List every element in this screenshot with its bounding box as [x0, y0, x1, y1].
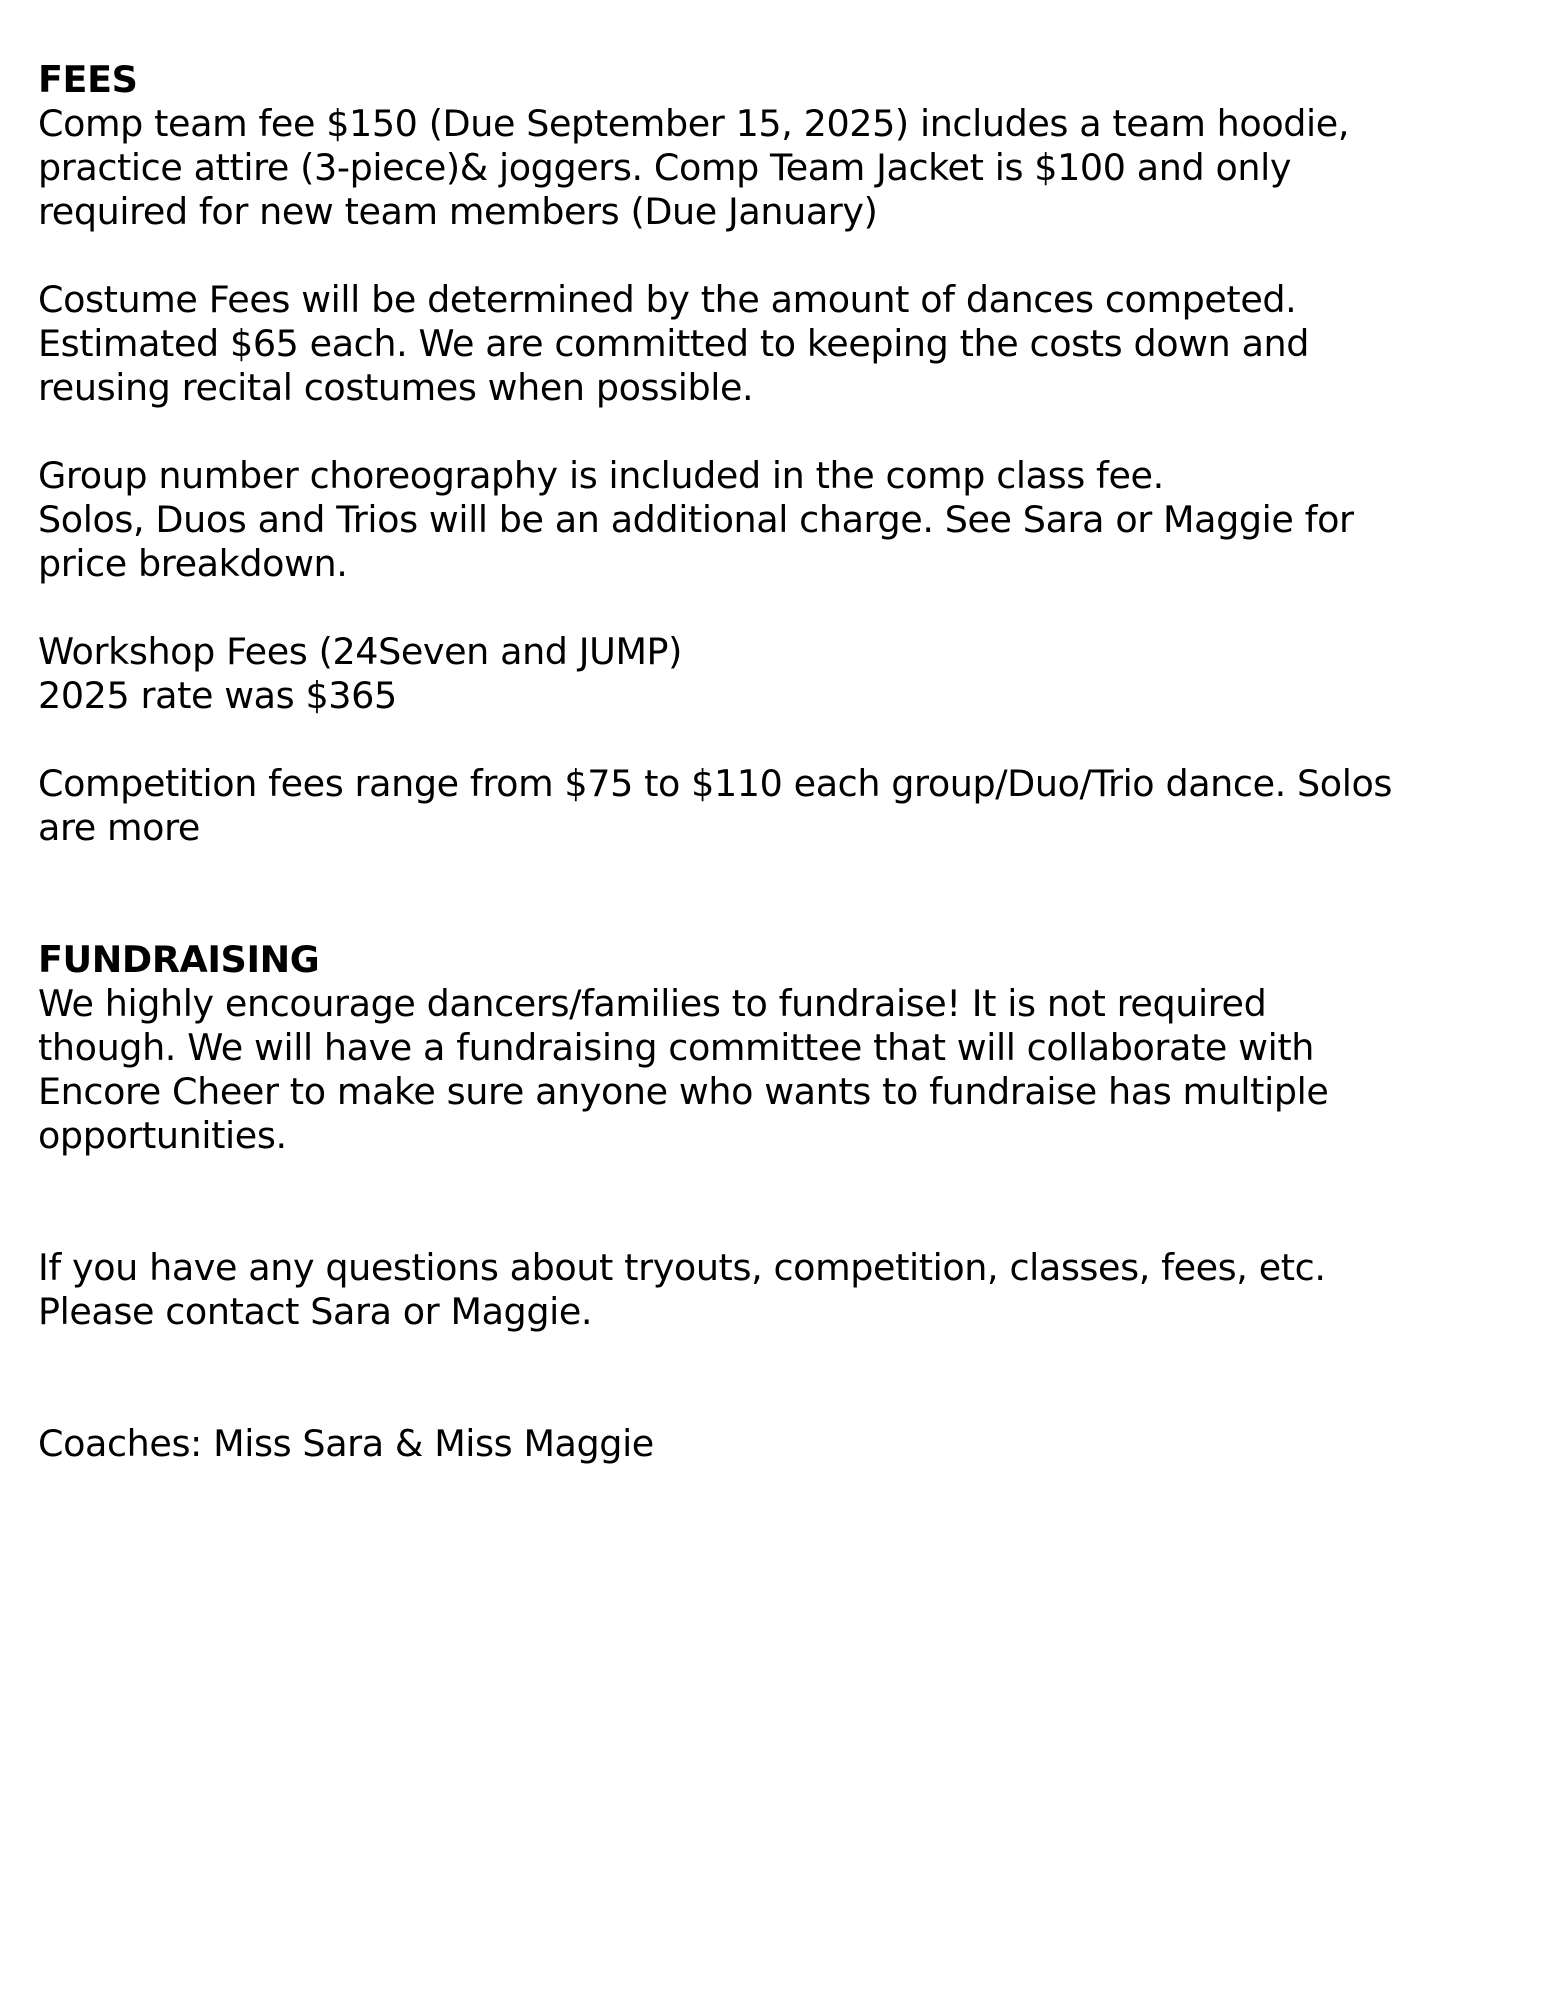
- contact-paragraph: [38, 1246, 1518, 1334]
- spacer: [38, 1158, 1518, 1246]
- text-line: price breakdown.: [38, 542, 348, 585]
- coaches-paragraph: [38, 1422, 1518, 1466]
- text-line: required for new team members (Due January): [38, 190, 878, 233]
- fundraising-heading: FUNDRAISING: [38, 938, 320, 981]
- text-line: Estimated $65 each. We are committed to keeping the costs down and: [38, 322, 1310, 365]
- costume-fees-paragraph: [38, 278, 1518, 410]
- text-line: opportunities.: [38, 1114, 287, 1157]
- coaches-line: Coaches: Miss Sara & Miss Maggie: [38, 1422, 654, 1465]
- comp-team-fee-paragraph: [38, 102, 1518, 234]
- text-line: 2025 rate was $365: [38, 674, 397, 717]
- text-line: Comp team fee $150 (Due September 15, 2025) includes a team hoodie,: [38, 102, 1350, 145]
- competition-fees-paragraph: [38, 762, 1518, 850]
- fees-heading: FEES: [38, 58, 138, 101]
- text-line: Solos, Duos and Trios will be an additional charge. See Sara or Maggie for: [38, 498, 1354, 541]
- text-line: We highly encourage dancers/families to fundraise! It is not required: [38, 982, 1267, 1025]
- document-page: [38, 58, 1518, 1466]
- spacer: [38, 234, 1518, 278]
- text-line: Group number choreography is included in the comp class fee.: [38, 454, 1164, 497]
- fees-section: [38, 58, 1518, 850]
- text-line: Costume Fees will be determined by the amount of dances competed.: [38, 278, 1297, 321]
- text-line: If you have any questions about tryouts, competition, classes, fees, etc.: [38, 1246, 1326, 1289]
- fundraising-paragraph: [38, 982, 1518, 1158]
- spacer: [38, 1334, 1518, 1422]
- text-line: Workshop Fees (24Seven and JUMP): [38, 630, 683, 673]
- spacer: [38, 718, 1518, 762]
- text-line: Competition fees range from $75 to $110 each group/Duo/Trio dance. Solos: [38, 762, 1393, 805]
- workshop-fees-paragraph: [38, 630, 1518, 718]
- text-line: are more: [38, 806, 200, 849]
- text-line: though. We will have a fundraising committee that will collaborate with: [38, 1026, 1315, 1069]
- text-line: Encore Cheer to make sure anyone who wants to fundraise has multiple: [38, 1070, 1329, 1113]
- spacer: [38, 410, 1518, 454]
- spacer: [38, 586, 1518, 630]
- text-line: Please contact Sara or Maggie.: [38, 1290, 593, 1333]
- text-line: practice attire (3-piece)& joggers. Comp Team Jacket is $100 and only: [38, 146, 1292, 189]
- fundraising-section: [38, 938, 1518, 1158]
- choreography-paragraph: [38, 454, 1518, 586]
- text-line: reusing recital costumes when possible.: [38, 366, 754, 409]
- spacer: [38, 850, 1518, 938]
